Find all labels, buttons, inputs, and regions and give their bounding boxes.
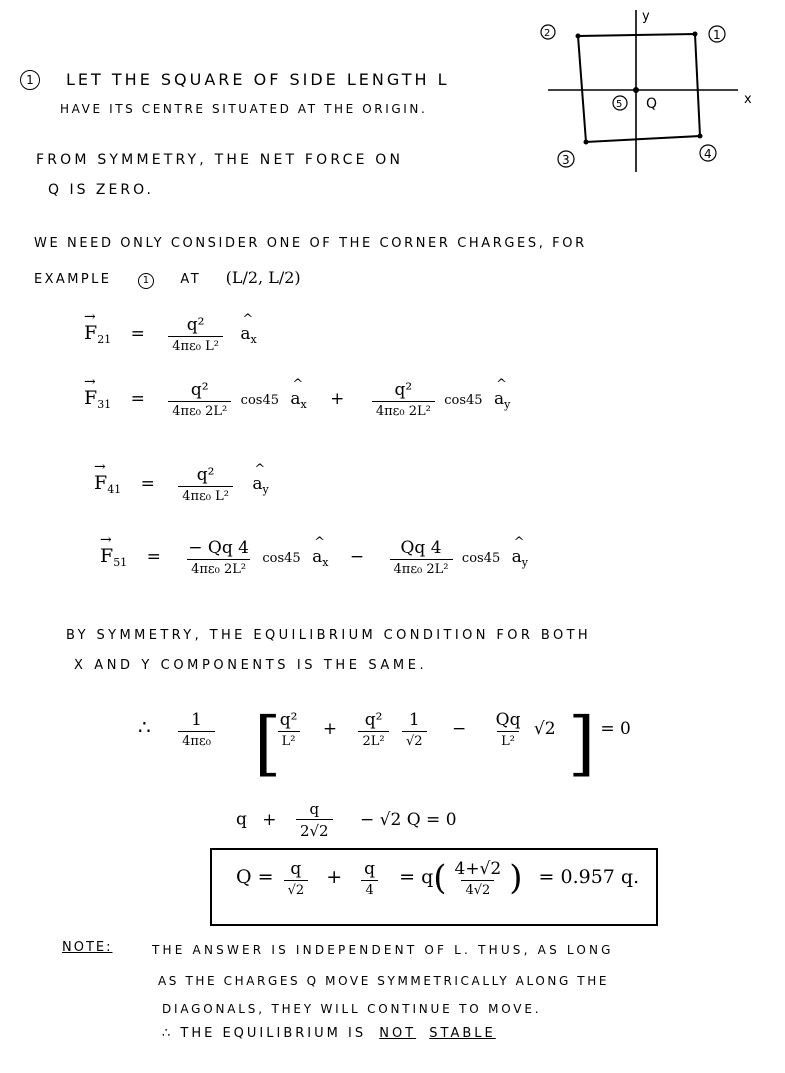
charge-dot-3 — [584, 140, 589, 145]
balance-plus: + — [322, 719, 338, 739]
center-dot — [633, 87, 639, 93]
center-label-5: 5 — [616, 99, 623, 110]
charge-dot-4 — [698, 134, 703, 139]
equilibrium-line-1: BY SYMMETRY, THE EQUILIBRIUM CONDITION FOR BOTH — [66, 628, 592, 643]
corner-label-4: 4 — [704, 147, 712, 161]
simplified-plus: + — [262, 809, 277, 830]
axis-y-label: y — [642, 9, 650, 24]
example-charge-number: 1 — [138, 273, 154, 289]
simplified-b-den: 2√2 — [296, 819, 333, 840]
axis-x-label: x — [744, 92, 752, 107]
f31-plus: + — [330, 389, 345, 409]
note-line-2: AS THE CHARGES Q MOVE SYMMETRICALLY ALONG THE — [158, 974, 609, 988]
balance-minus: − — [451, 719, 467, 739]
f31-den1: 4πε₀ 2L² — [168, 401, 231, 419]
f51-cos1: cos45 — [262, 551, 301, 566]
f21-den: 4πε₀ L² — [168, 336, 223, 354]
eq-f41: → $F_{41}$ = $\frac{\text{q²}}{\text{4πε₀ L²}}$ ^ $a_y$ — [94, 465, 269, 504]
f21-num: q² — [186, 315, 205, 335]
f21-sub: 21 — [97, 333, 112, 346]
equilibrium-line-2: X AND Y COMPONENTS IS THE SAME. — [74, 658, 428, 673]
balance-pre-num: 1 — [191, 710, 202, 730]
f21-symbol: → F — [84, 322, 97, 344]
result-b-num: q — [364, 858, 376, 879]
eq-f31: → $F_{31}$ = $\frac{\text{q²}}{\text{4πε₀ 2L²}}$ cos45 ^ $a_x$ + $\frac{\text{q²}}{\text{4πε₀ 2L²}}$ cos45 ^ $a_y$ — [84, 380, 510, 419]
eq-f21: → $F_{21}$ = $\frac{\text{q²}}{\text{4πε₀ L²}}$ ^ $a_x$ — [84, 315, 257, 354]
corner-label-3: 3 — [562, 153, 570, 167]
f41-num: q² — [196, 465, 215, 485]
balance-t3-num: 1 — [408, 710, 420, 730]
square — [578, 34, 700, 142]
balance-t4-den: L² — [497, 731, 519, 749]
balance-t1-den: L² — [278, 731, 300, 749]
result-lhs: Q = — [236, 866, 274, 888]
f51-den2: 4πε₀ 2L² — [390, 559, 453, 577]
f51-unit2-sub: y — [521, 556, 529, 569]
note-stable: STABLE — [429, 1026, 496, 1041]
f31-sub: 31 — [97, 398, 112, 411]
f51-unit1-sub: x — [322, 556, 329, 569]
f21-unit-sub: x — [250, 333, 257, 346]
simplified-b-num: q — [309, 800, 320, 818]
f31-unit1: ^ a — [290, 389, 300, 409]
problem-number — [20, 70, 40, 90]
balance-t2-den: 2L² — [358, 731, 388, 749]
eq-f51: → $F_{51}$ = $\frac{- Qq 4}{\text{4πε₀ 2L²}}$ cos45 ^ $a_x$ − $\frac{Qq 4}{\text{4πε₀ 2L²}}$ cos45 ^ $a_y$ — [100, 538, 528, 577]
f51-symbol: → F — [100, 545, 113, 567]
f51-num2: Qq 4 — [400, 538, 442, 558]
f41-sub: 41 — [107, 483, 122, 496]
balance-t1-num: q² — [279, 710, 298, 730]
corner-label-2: 2 — [544, 28, 551, 39]
f41-den: 4πε₀ L² — [178, 486, 233, 504]
therefore-symbol: ∴ — [138, 715, 151, 739]
f51-unit2: ^ a — [512, 547, 522, 567]
balance-t3-den: √2 — [402, 731, 427, 749]
f51-sub: 51 — [113, 556, 128, 569]
f41-symbol: → F — [94, 472, 107, 494]
f31-unit2-sub: y — [504, 398, 511, 411]
problem-line-2: HAVE ITS CENTRE SITUATED AT THE ORIGIN. — [60, 102, 428, 116]
balance-t2-num: q² — [364, 710, 383, 730]
f31-unit2: ^ a — [494, 389, 504, 409]
f31-num2: q² — [394, 380, 413, 400]
f51-cos2: cos45 — [461, 551, 501, 566]
f31-cos1: cos45 — [240, 393, 279, 408]
symmetry-line-1: FROM SYMMETRY, THE NET FORCE ON — [36, 152, 404, 168]
f31-num1: q² — [190, 380, 209, 400]
f51-den1: 4πε₀ 2L² — [187, 559, 250, 577]
center-charge-label: Q — [646, 96, 658, 112]
note-line-3: DIAGONALS, THEY WILL CONTINUE TO MOVE. — [162, 1002, 542, 1016]
balance-t4-factor: √2 — [533, 719, 556, 739]
consider-line-1: WE NEED ONLY CONSIDER ONE OF THE CORNER CHARGES, FOR — [34, 236, 587, 251]
note-label: NOTE: — [62, 940, 113, 955]
eq-balance — [138, 710, 631, 749]
charge-dot-2 — [576, 34, 581, 39]
corner-point: (L/2, L/2) — [225, 268, 301, 287]
result-value: = 0.957 q. — [538, 866, 640, 888]
f31-den2: 4πε₀ 2L² — [372, 401, 435, 419]
problem-line-1: LET THE SQUARE OF SIDE LENGTH L — [66, 70, 450, 89]
result-a-den: √2 — [284, 880, 309, 898]
f51-minus: − — [349, 547, 365, 567]
f31-cos2: cos45 — [444, 393, 483, 408]
note-line-4-prefix: ∴ THE EQUILIBRIUM IS — [162, 1026, 367, 1041]
result-eq: = q — [399, 866, 434, 888]
charge-dot-1 — [693, 32, 698, 37]
result-plus: + — [326, 866, 343, 888]
eq-simplified — [236, 800, 457, 840]
result-b-den: 4 — [361, 880, 377, 898]
consider-line-2 — [34, 268, 301, 289]
balance-t4-num: Qq — [495, 710, 521, 730]
note-not: NOT — [379, 1026, 417, 1041]
f31-symbol: → F — [84, 387, 97, 409]
at-label: AT — [180, 272, 202, 287]
result-c-num: 4+√2 — [454, 858, 502, 879]
f21-unit: ^ a — [240, 324, 250, 344]
left-bracket: [ — [254, 702, 282, 784]
note-line-4 — [162, 1026, 496, 1041]
corner-label-1: 1 — [713, 28, 721, 42]
right-bracket: ] — [568, 702, 596, 784]
balance-rhs: = 0 — [600, 719, 631, 739]
f51-unit1: ^ a — [312, 547, 322, 567]
balance-pre-den: 4πε₀ — [178, 731, 215, 749]
simplified-rest: − √2 Q = 0 — [360, 809, 457, 830]
f31-unit1-sub: x — [300, 398, 307, 411]
result-a-num: q — [290, 858, 302, 879]
note-line-1: THE ANSWER IS INDEPENDENT OF L. THUS, AS LONG — [152, 943, 614, 957]
example-label: EXAMPLE — [34, 272, 112, 287]
simplified-a: q — [236, 809, 247, 830]
f41-unit-sub: y — [262, 483, 269, 496]
problem-number-text: 1 — [26, 73, 34, 87]
eq-result: Q = $\frac{q}{√2}$ + $\frac{q}{4}$ = q( $\frac{4+√2}{4√2}$ ) = 0.957 q. — [236, 858, 640, 898]
result-c-den: 4√2 — [461, 880, 494, 898]
symmetry-line-2: Q IS ZERO. — [48, 182, 155, 198]
f41-unit: ^ a — [252, 474, 262, 494]
f51-num1: − Qq 4 — [188, 538, 249, 558]
